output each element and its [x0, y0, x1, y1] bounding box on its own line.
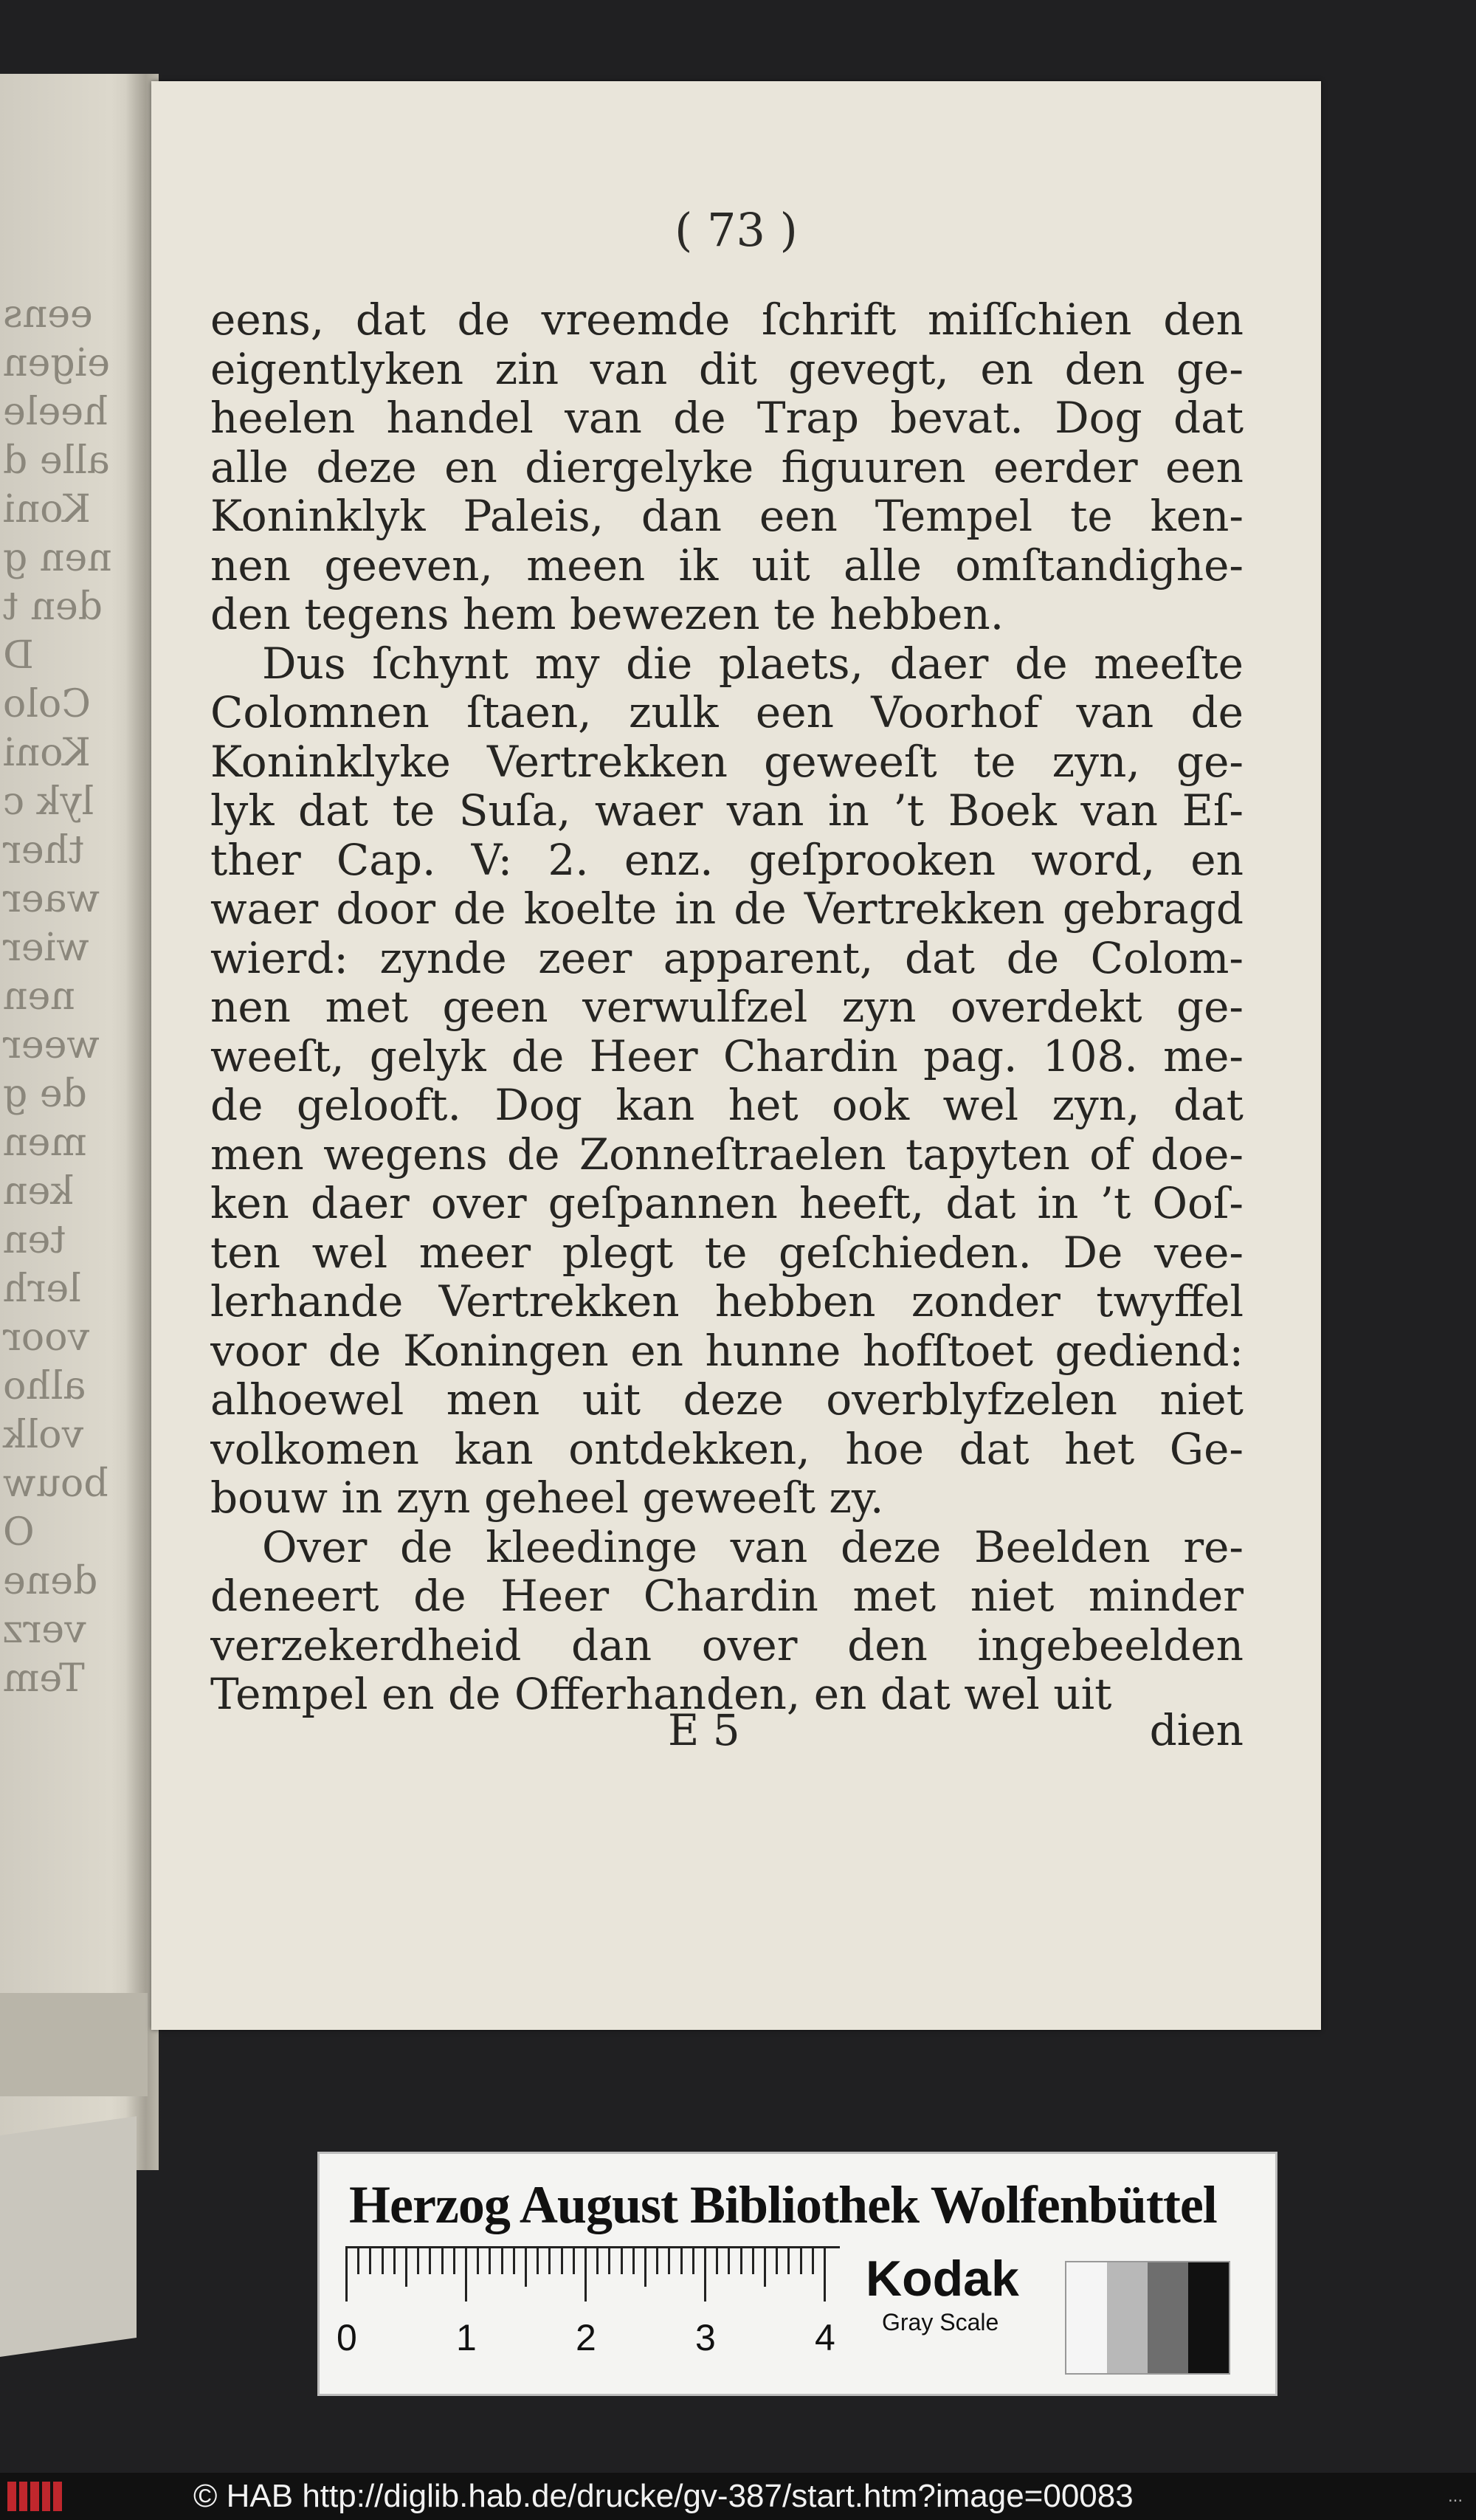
text-line: verzekerdheid dan over den ingebeelden [210, 1620, 1244, 1670]
facing-text-fragment: O [3, 1510, 35, 1555]
ruler-number: 1 [456, 2317, 477, 2358]
facing-text-fragment: wier [3, 926, 89, 970]
ruler-tick [453, 2246, 455, 2274]
catchword: dien [1149, 1705, 1244, 1755]
gray-swatch [1188, 2262, 1229, 2373]
ruler-tick [584, 2246, 587, 2302]
hab-logo-icon [7, 2482, 62, 2511]
facing-text-fragment: Tem [3, 1656, 85, 1701]
text-line: wierd: zynde zeer apparent, dat de Colom- [210, 933, 1244, 982]
facing-text-fragment: weer [3, 1023, 100, 1067]
ruler-tick [417, 2246, 419, 2274]
text-line: lerhande Vertrekken hebben zonder twyffel [210, 1277, 1244, 1326]
book-page [151, 81, 1321, 2030]
ruler-tick [608, 2246, 610, 2274]
ruler-tick [382, 2246, 384, 2274]
facing-text-fragment: den t [3, 585, 103, 629]
text-line: voor de Koningen en hunne hofſtoet gediend: [210, 1326, 1244, 1375]
text-line: ther Cap. V: 2. enz. geſprooken word, en [210, 835, 1244, 884]
ruler-tick [728, 2246, 730, 2274]
text-line: eigentlyken zin van dit gevegt, en den ge- [210, 344, 1244, 393]
facing-text-fragment: nen g [3, 536, 112, 580]
text-line: men wegens de Zonneſtraelen tapyten of doe- [210, 1129, 1244, 1179]
ruler-tick [800, 2246, 802, 2274]
facing-text-fragment: volk [3, 1413, 83, 1457]
footer-dots: ... [1447, 2486, 1463, 2506]
text-line: Over de kleedinge van deze Beelden re- [262, 1522, 1244, 1571]
ruler-tick [740, 2246, 742, 2274]
gray-swatches [1065, 2261, 1230, 2375]
ruler-tick [537, 2246, 539, 2274]
facing-text-fragment: waer [3, 877, 100, 921]
facing-text-fragment: verz [3, 1608, 86, 1652]
page-number: ( 73 ) [675, 203, 798, 257]
facing-text-fragment: bouw [3, 1462, 108, 1506]
ruler-tick [621, 2246, 623, 2274]
text-line: eens, dat de vreemde ſchrift miſſchien den [210, 295, 1244, 345]
ruler-tick [704, 2246, 706, 2302]
ruler-tick [716, 2246, 718, 2274]
gray-scale-label: Gray Scale [882, 2309, 999, 2335]
facing-text-fragment: nen [3, 974, 75, 1019]
ruler-tick [561, 2246, 563, 2274]
text-line: heelen handel van de Trap bevat. Dog dat [210, 393, 1244, 443]
facing-text-fragment: D [3, 633, 34, 678]
facing-text-fragment: alho [3, 1364, 86, 1408]
footer-bar [0, 2473, 1476, 2520]
ruler-tick [824, 2246, 826, 2302]
facing-text-fragment: Koni [3, 487, 91, 531]
gray-swatch [1107, 2262, 1148, 2373]
ruler-tick [764, 2246, 766, 2287]
ruler-tick [752, 2246, 754, 2274]
ruler-tick [573, 2246, 575, 2274]
text-line: Colomnen ſtaen, zulk een Voorhof van de [210, 688, 1244, 737]
text-line: nen geeven, meen ik uit alle omſtandighe- [210, 540, 1244, 590]
ruler-number: 3 [695, 2317, 716, 2358]
text-line: Koninklyk Paleis, dan een Tempel te ken- [210, 492, 1244, 541]
page-foot [210, 1705, 1244, 1754]
facing-text-fragment: lyk c [3, 779, 94, 824]
footer-link[interactable]: © HAB http://diglib.hab.de/drucke/gv-387/start.htm?image=00083 [193, 2478, 1134, 2514]
text-line: ken daer over geſpannen heeft, dat in ’t Ooſ- [210, 1179, 1244, 1228]
facing-text-fragment: lerh [3, 1267, 81, 1311]
ruler-tick [692, 2246, 694, 2274]
facing-text-fragment: ten [3, 1218, 66, 1262]
facing-text-fragment: eens [3, 292, 93, 337]
ruler-number: 0 [337, 2317, 357, 2358]
ruler-tick [548, 2246, 551, 2274]
text-line: den tegens hem bewezen te hebben. [210, 590, 1004, 639]
ruler-tick [393, 2246, 396, 2274]
ruler-tick [345, 2246, 348, 2302]
text-line: Koninklyke Vertrekken geweeſt te zyn, ge- [210, 737, 1244, 786]
ruler-tick [369, 2246, 371, 2274]
text-line: Tempel en de Offerhanden, en dat wel uit [210, 1670, 1112, 1719]
ruler-tick [656, 2246, 658, 2274]
ruler-tick [441, 2246, 444, 2274]
ruler-tick [357, 2246, 359, 2274]
ruler-tick [596, 2246, 599, 2274]
facing-text-fragment: Colo [3, 682, 92, 726]
text-line: Dus ſchynt my die plaets, daer de meeſte [262, 638, 1244, 688]
ruler-tick [513, 2246, 515, 2274]
text-line: bouw in zyn geheel geweeſt zy. [210, 1473, 884, 1523]
kodak-logo: Kodak [866, 2251, 1019, 2307]
facing-text-fragment: alle d [3, 438, 110, 483]
text-line: nen met geen verwulfzel zyn overdekt ge- [210, 982, 1244, 1032]
text-line: waer door de koelte in de Vertrekken gebragd [210, 884, 1244, 934]
ruler-tick [787, 2246, 790, 2274]
facing-text-fragment: Koni [3, 731, 91, 775]
text-line: de gelooft. Dog kan het ook wel zyn, dat [210, 1081, 1244, 1130]
facing-page-edge [0, 1993, 148, 2096]
facing-text-fragment: de g [3, 1072, 87, 1116]
color-scale-card [317, 2152, 1277, 2396]
ruler [337, 2246, 840, 2358]
facing-text-fragment: men [3, 1120, 87, 1165]
ruler-tick [525, 2246, 527, 2287]
text-line: alle deze en diergelyke figuuren eerder een [210, 442, 1244, 492]
ruler-tick [465, 2246, 467, 2302]
text-line: ten wel meer plegt te geſchieden. De vee- [210, 1228, 1244, 1277]
facing-text-fragment: eigen [3, 341, 110, 385]
ruler-tick [477, 2246, 479, 2274]
gray-swatch [1148, 2262, 1188, 2373]
ruler-number: 4 [815, 2317, 835, 2358]
facing-text-fragment: voor [3, 1315, 89, 1360]
ruler-tick [680, 2246, 683, 2274]
facing-text-fragment: dene [3, 1559, 98, 1603]
ruler-tick [501, 2246, 503, 2274]
body-text [210, 295, 1244, 1719]
text-line: alhoewel men uit deze overblyfzelen niet [210, 1375, 1244, 1425]
ruler-tick [668, 2246, 670, 2274]
gray-swatch [1066, 2262, 1107, 2373]
signature-mark: E 5 [668, 1705, 740, 1755]
ruler-tick [776, 2246, 778, 2274]
text-line: lyk dat te Suſa, waer van in ’t Boek van Eſ- [210, 786, 1244, 836]
book-label-tag [0, 2116, 137, 2357]
ruler-tick [644, 2246, 646, 2287]
ruler-tick [812, 2246, 814, 2274]
ruler-tick [429, 2246, 431, 2274]
facing-text-fragment: ken [3, 1169, 74, 1213]
facing-text-fragment: heele [3, 390, 108, 434]
ruler-tick [489, 2246, 491, 2274]
library-title: Herzog August Bibliothek Wolfenbüttel [349, 2175, 1217, 2234]
text-line: volkomen kan ontdekken, hoe dat het Ge- [210, 1424, 1244, 1473]
text-line: weeſt, gelyk de Heer Chardin pag. 108. me- [210, 1031, 1244, 1081]
text-line: deneert de Heer Chardin met niet minder [210, 1571, 1244, 1621]
ruler-tick [405, 2246, 407, 2287]
facing-text-fragment: ther [3, 828, 85, 872]
ruler-tick [632, 2246, 635, 2274]
ruler-number: 2 [576, 2317, 596, 2358]
